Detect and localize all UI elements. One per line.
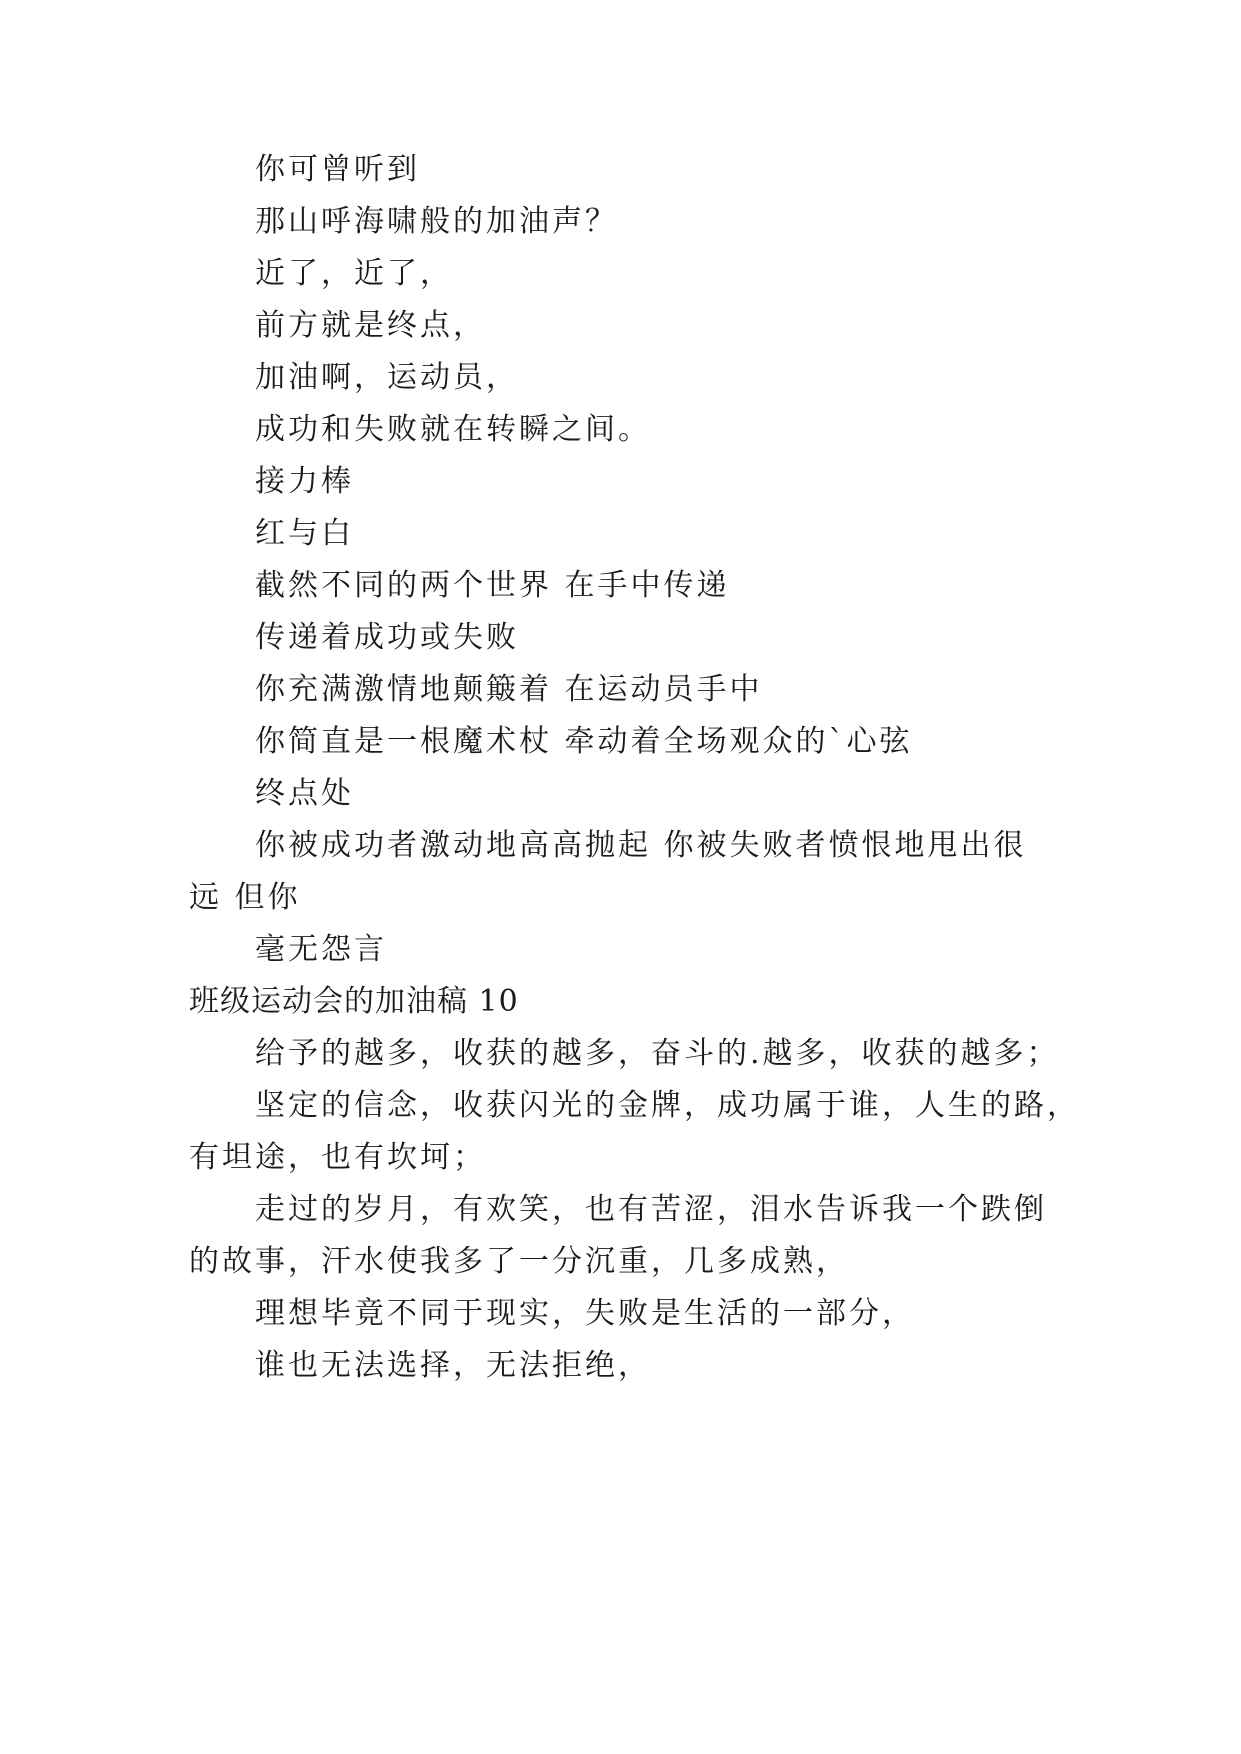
poem-line: 你可曾听到 — [255, 152, 420, 187]
paragraph-line: 给予的越多，收获的越多，奋斗的.越多，收获的越多； — [255, 1036, 1060, 1071]
paragraph-line: 谁也无法选择，无法拒绝， — [255, 1348, 651, 1383]
poem-line: 传递着成功或失败 — [255, 620, 519, 655]
poem-line: 红与白 — [255, 516, 354, 551]
section-title: 班级运动会的加油稿 10 — [189, 984, 519, 1019]
paragraph-line: 坚定的信念，收获闪光的金牌，成功属于谁，人生的路， — [255, 1088, 1080, 1123]
poem-line: 那山呼海啸般的加油声？ — [255, 204, 618, 239]
poem-line: 接力棒 — [255, 464, 354, 499]
poem-line: 截然不同的两个世界 在手中传递 — [255, 568, 730, 603]
poem-line: 前方就是终点， — [255, 308, 486, 343]
paragraph-line: 有坦途，也有坎坷； — [189, 1140, 486, 1175]
paragraph-line: 的故事，汗水使我多了一分沉重，几多成熟， — [189, 1244, 849, 1279]
paragraph-line: 理想毕竟不同于现实，失败是生活的一部分， — [255, 1296, 915, 1331]
paragraph-line: 你被成功者激动地高高抛起 你被失败者愤恨地甩出很 — [255, 828, 1027, 863]
poem-line: 你充满激情地颠簸着 在运动员手中 — [255, 672, 763, 707]
poem-line: 加油啊，运动员， — [255, 360, 519, 395]
poem-line: 近了，近了， — [255, 256, 453, 291]
paragraph-line: 走过的岁月，有欢笑，也有苦涩，泪水告诉我一个跌倒 — [255, 1192, 1047, 1227]
poem-line: 成功和失败就在转瞬之间。 — [255, 412, 651, 447]
poem-line: 你简直是一根魔术杖 牵动着全场观众的`心弦 — [255, 724, 913, 759]
paragraph-line: 毫无怨言 — [255, 932, 387, 967]
poem-line: 终点处 — [255, 776, 354, 811]
paragraph-line: 远 但你 — [189, 880, 301, 915]
